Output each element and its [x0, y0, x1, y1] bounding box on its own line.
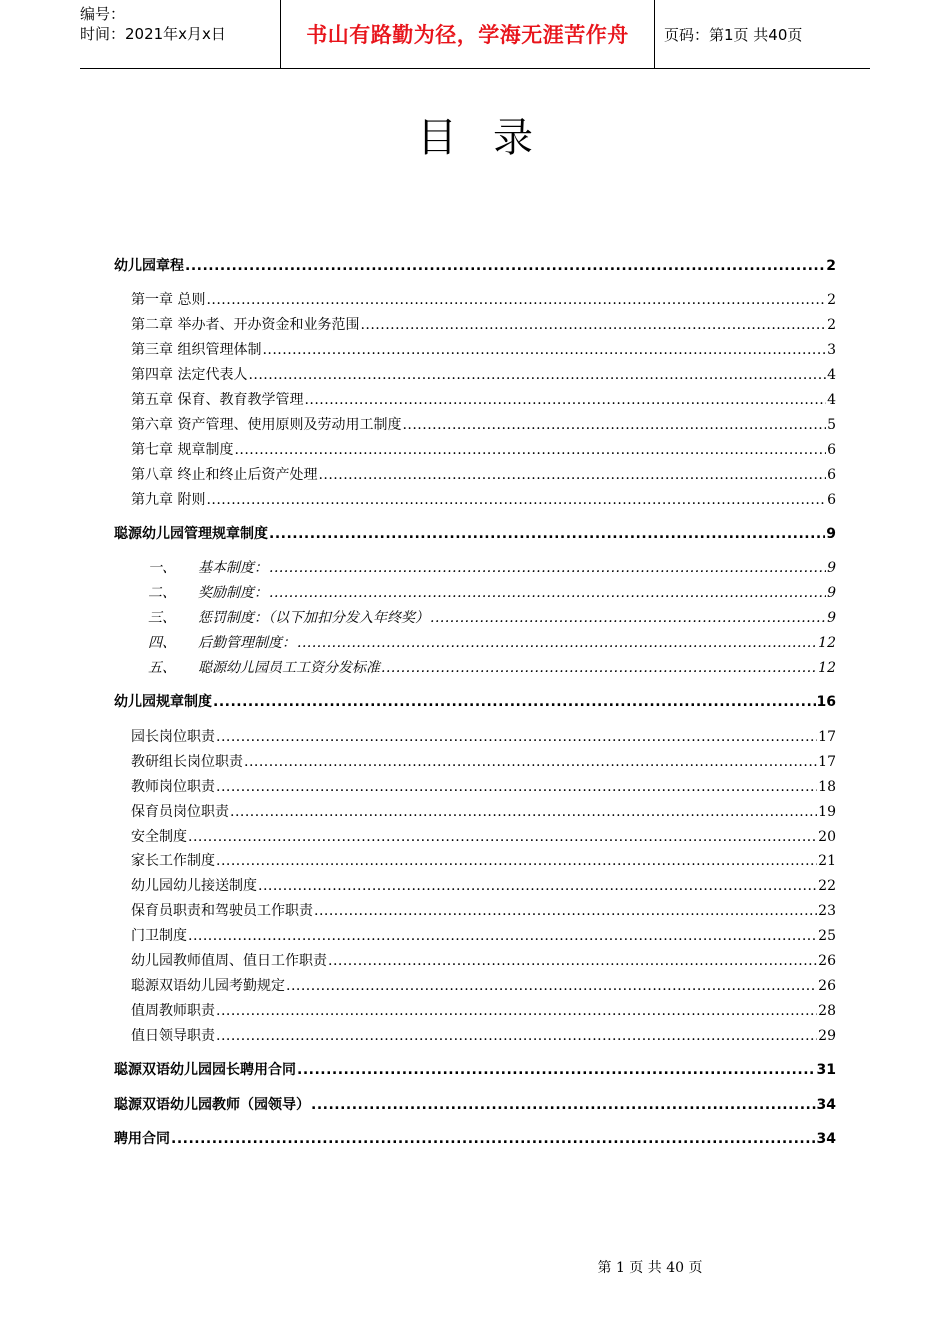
toc-entry-number: 五、 [148, 660, 176, 676]
toc-page-number: 16 [816, 694, 836, 710]
toc-section-entry[interactable] [114, 1128, 836, 1150]
toc-entry[interactable] [131, 464, 836, 486]
toc-entry[interactable] [131, 726, 836, 748]
toc-leader-dots [206, 289, 826, 311]
toc-entry-label: 幼儿园章程 [114, 258, 184, 274]
toc-entry[interactable] [131, 850, 836, 872]
toc-entry-label: 聪源幼儿园管理规章制度 [114, 526, 268, 542]
toc-page-number: 20 [818, 829, 836, 845]
toc-entry-number: 四、 [148, 635, 176, 651]
toc-entry[interactable] [131, 364, 836, 386]
toc-entry-label: 门卫制度 [131, 928, 187, 944]
toc-leader-dots [230, 801, 817, 823]
toc-entry[interactable] [131, 1000, 836, 1022]
toc-section-entry[interactable] [114, 1059, 836, 1081]
toc-page-number: 9 [827, 560, 836, 576]
toc-entry-label: 值周教师职责 [131, 1003, 215, 1019]
toc-leader-dots [430, 607, 826, 629]
toc-leader-dots [297, 632, 817, 654]
toc-leader-dots [381, 657, 817, 679]
toc-entry-label: 幼儿园教师值周、值日工作职责 [131, 953, 327, 969]
toc-leader-dots [304, 389, 826, 411]
toc-leader-dots [318, 464, 826, 486]
toc-leader-dots [206, 489, 826, 511]
toc-page-number: 12 [818, 635, 836, 651]
toc-leader-dots [188, 826, 817, 848]
motto: 书山有路勤为径，学海无涯苦作舟 [306, 23, 629, 47]
code-label: 编号： [80, 5, 126, 23]
page-header [80, 0, 870, 69]
toc-page-number: 2 [826, 258, 836, 274]
toc-section-entry[interactable] [114, 255, 836, 277]
toc-entry[interactable] [131, 801, 836, 823]
toc-section-entry[interactable] [114, 691, 836, 713]
toc-page-number: 31 [816, 1062, 836, 1078]
toc-entry-label [148, 657, 380, 679]
toc-leader-dots [286, 975, 817, 997]
toc-entry-label [148, 557, 268, 579]
toc-page-number: 2 [827, 292, 836, 308]
toc-page-number: 22 [818, 878, 836, 894]
page-label: 页码：第1页 共40页 [664, 25, 803, 44]
toc-page-number: 9 [827, 610, 836, 626]
toc-entry[interactable] [148, 657, 836, 679]
toc-page-number: 3 [827, 342, 836, 358]
toc-page-number: 4 [827, 392, 836, 408]
toc-leader-dots [185, 255, 825, 277]
toc-entry[interactable] [131, 875, 836, 897]
toc-entry-label: 保育员岗位职责 [131, 804, 229, 820]
toc-leader-dots [188, 925, 817, 947]
toc-entry-label: 教研组长岗位职责 [131, 754, 243, 770]
toc-entry[interactable] [131, 439, 836, 461]
toc-entry[interactable] [148, 607, 836, 629]
toc-entry[interactable] [131, 975, 836, 997]
toc-entry-text: 惩罚制度：（以下加扣分发入年终奖） [198, 610, 429, 626]
toc-page-number: 6 [827, 442, 836, 458]
toc-entry-number: 一、 [148, 560, 176, 576]
toc-page-number: 9 [826, 526, 836, 542]
footer-page-number: 第 1 页 共 40 页 [597, 1260, 703, 1276]
toc-entry[interactable] [131, 826, 836, 848]
toc-leader-dots [314, 900, 817, 922]
toc-leader-dots [269, 523, 825, 545]
toc-entry-text: 基本制度： [198, 560, 268, 576]
toc-page-number: 25 [818, 928, 836, 944]
toc-leader-dots [262, 339, 826, 361]
toc-page-number: 6 [827, 492, 836, 508]
toc-entry-label: 家长工作制度 [131, 853, 215, 869]
toc-entry-number: 二、 [148, 585, 176, 601]
toc-page-number: 23 [818, 903, 836, 919]
toc-entry-label: 第八章 终止和终止后资产处理 [131, 467, 318, 483]
toc-entry[interactable] [131, 751, 836, 773]
toc-entry-label: 安全制度 [131, 829, 187, 845]
toc-section-entry[interactable] [114, 523, 836, 545]
toc-page-number: 9 [827, 585, 836, 601]
toc-entry-text: 后勤管理制度： [198, 635, 296, 651]
toc-entry[interactable] [148, 582, 836, 604]
toc-leader-dots [258, 875, 817, 897]
toc-page-number: 19 [818, 804, 836, 820]
toc-page-number: 28 [818, 1003, 836, 1019]
toc-page-number: 34 [816, 1097, 836, 1113]
toc-entry-label: 园长岗位职责 [131, 729, 215, 745]
time-label: 时间：2021年x月x日 [80, 25, 226, 43]
toc-entry-label: 聪源双语幼儿园考勤规定 [131, 978, 285, 994]
header-divider [654, 0, 655, 68]
toc-page-number: 26 [818, 953, 836, 969]
toc-entry[interactable] [131, 900, 836, 922]
toc-entry-label: 聪源双语幼儿园园长聘用合同 [114, 1062, 296, 1078]
header-meta [80, 0, 280, 68]
toc-leader-dots [328, 950, 817, 972]
page-title: 目录 [417, 115, 569, 161]
toc-entry[interactable] [131, 314, 836, 336]
toc-entry-label: 第六章 资产管理、使用原则及劳动用工制度 [131, 417, 402, 433]
toc-leader-dots [216, 1000, 817, 1022]
toc-entry-label: 第一章 总则 [131, 292, 206, 308]
page-footer [0, 1257, 950, 1277]
toc-page-number: 17 [818, 729, 836, 745]
toc-entry[interactable] [131, 389, 836, 411]
toc-leader-dots [360, 314, 826, 336]
toc-leader-dots [216, 726, 817, 748]
toc-entry-label [148, 607, 429, 629]
toc-leader-dots [244, 751, 817, 773]
toc-entry-text: 奖励制度： [198, 585, 268, 601]
toc-leader-dots [216, 850, 817, 872]
toc-page-number: 34 [816, 1131, 836, 1147]
toc-page-number: 12 [818, 660, 836, 676]
header-motto-cell [281, 0, 654, 68]
toc-entry-label: 第九章 附则 [131, 492, 206, 508]
toc-page-number: 26 [818, 978, 836, 994]
toc-section-entry[interactable] [114, 1094, 836, 1116]
toc-entry-label: 聪源双语幼儿园教师（园领导） [114, 1097, 310, 1113]
toc-leader-dots [213, 691, 816, 713]
toc-entry-label: 幼儿园规章制度 [114, 694, 212, 710]
toc-entry-label [148, 632, 296, 654]
toc-page-number: 21 [818, 853, 836, 869]
toc-leader-dots [216, 1025, 817, 1047]
toc-leader-dots [402, 414, 826, 436]
toc-leader-dots [248, 364, 826, 386]
toc-entry[interactable] [148, 632, 836, 654]
toc-leader-dots [171, 1128, 816, 1150]
toc-entry-label: 值日领导职责 [131, 1028, 215, 1044]
toc-entry[interactable] [131, 489, 836, 511]
toc-page-number: 5 [827, 417, 836, 433]
toc-entry-label: 第三章 组织管理体制 [131, 342, 262, 358]
toc-leader-dots [269, 557, 826, 579]
toc-entry[interactable] [131, 925, 836, 947]
toc-page-number: 2 [827, 317, 836, 333]
toc-leader-dots [297, 1059, 816, 1081]
toc-leader-dots [234, 439, 826, 461]
toc-entry[interactable] [131, 289, 836, 311]
toc-entry-number: 三、 [148, 610, 176, 626]
toc-entry[interactable] [131, 950, 836, 972]
toc-entry-label: 幼儿园幼儿接送制度 [131, 878, 257, 894]
toc-entry-label: 教师岗位职责 [131, 779, 215, 795]
toc-entry-label: 保育员职责和驾驶员工作职责 [131, 903, 313, 919]
toc-entry[interactable] [131, 339, 836, 361]
toc-entry-label: 聘用合同 [114, 1131, 170, 1147]
toc-entry-label: 第四章 法定代表人 [131, 367, 248, 383]
toc-entry[interactable] [148, 557, 836, 579]
toc-leader-dots [216, 776, 817, 798]
toc-page-number: 29 [818, 1028, 836, 1044]
toc-entry[interactable] [131, 414, 836, 436]
toc-leader-dots [311, 1094, 816, 1116]
toc-entry[interactable] [131, 776, 836, 798]
toc-page-number: 17 [818, 754, 836, 770]
toc-entry-label: 第七章 规章制度 [131, 442, 234, 458]
toc-entry-label: 第二章 举办者、开办资金和业务范围 [131, 317, 360, 333]
toc-page-number: 6 [827, 467, 836, 483]
toc-leader-dots [269, 582, 826, 604]
toc-page-number: 18 [818, 779, 836, 795]
toc-page-number: 4 [827, 367, 836, 383]
toc-entry-label [148, 582, 268, 604]
header-page-cell [664, 0, 870, 68]
toc-entry[interactable] [131, 1025, 836, 1047]
toc-entry-text: 聪源幼儿园员工工资分发标准 [198, 660, 380, 676]
toc-entry-label: 第五章 保育、教育教学管理 [131, 392, 304, 408]
